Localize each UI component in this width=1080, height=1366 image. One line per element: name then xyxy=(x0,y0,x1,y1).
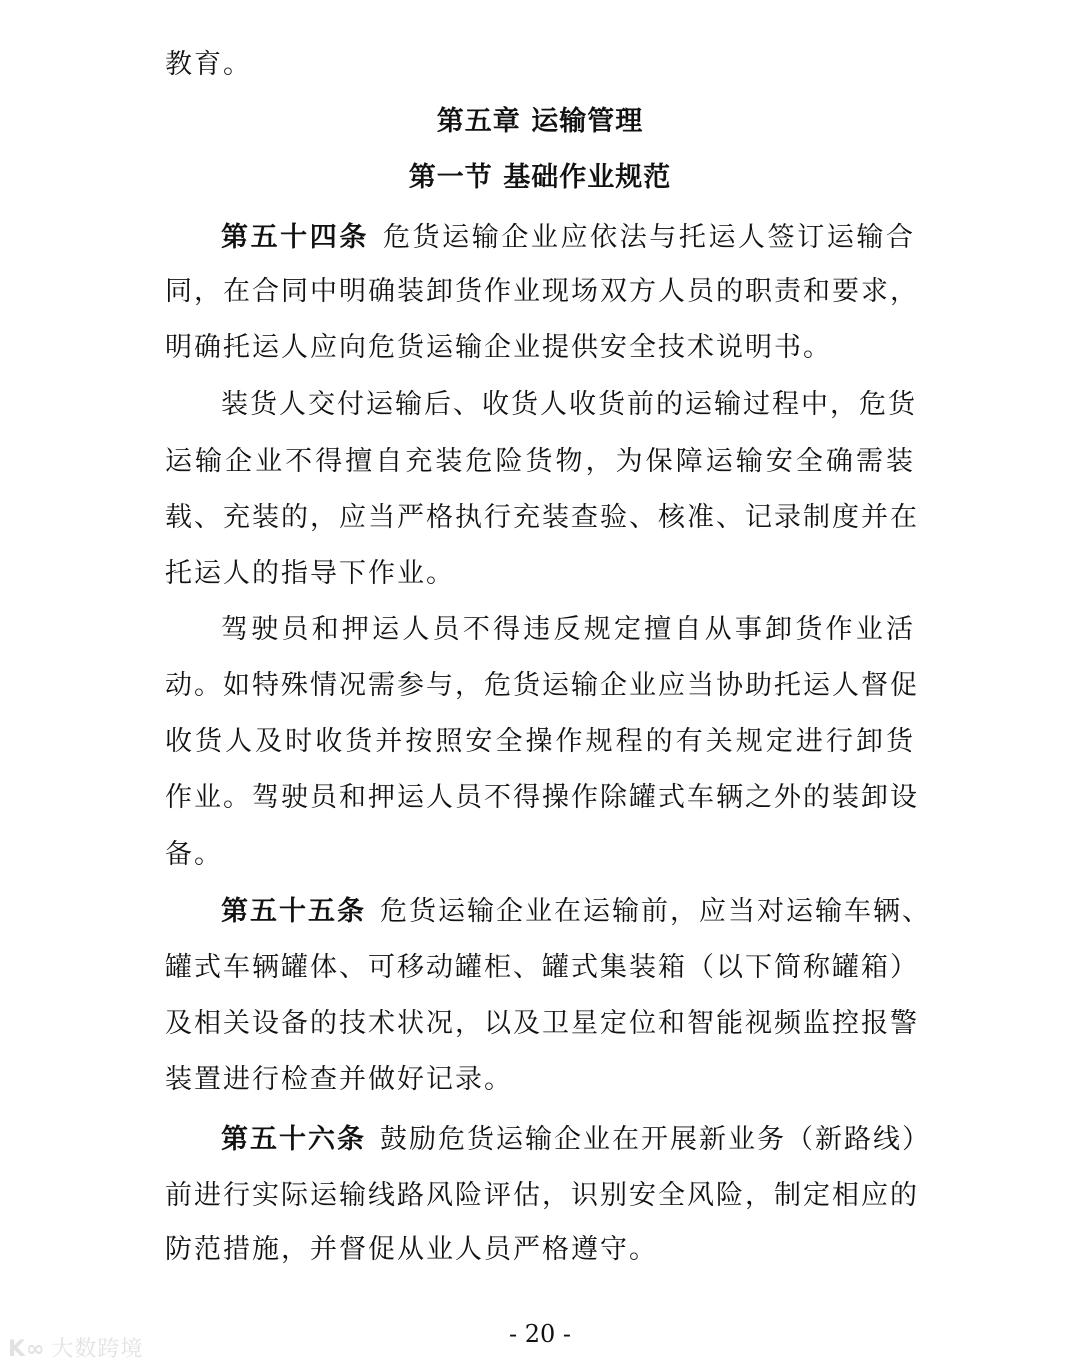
text-line: 防范措施，并督促从业人员严格遵守。 xyxy=(165,1234,658,1265)
watermark xyxy=(8,1332,143,1363)
text-line: 动。如特殊情况需参与，危货运输企业应当协助托运人督促 xyxy=(165,670,919,701)
section-title: 第一节 基础作业规范 xyxy=(408,162,672,193)
text-line: 同，在合同中明确装卸货作业现场双方人员的职责和要求， xyxy=(165,276,919,307)
article-55-line xyxy=(165,894,931,930)
text-line: 驾驶员和押运人员不得违反规定擅自从事卸货作业活 xyxy=(221,614,915,645)
text-line: 收货人及时收货并按照安全操作规程的有关规定进行卸货 xyxy=(165,726,915,757)
text: 危货运输企业在运输前，应当对运输车辆、 xyxy=(380,896,931,927)
text-line: 教育。 xyxy=(165,49,252,80)
text: 鼓励危货运输企业在开展新业务（新路线） xyxy=(380,1124,931,1155)
article-number: 第五十六条 xyxy=(221,1124,366,1155)
text-line: 载、充装的，应当严格执行充装查验、核准、记录制度并在 xyxy=(165,502,919,533)
text-line: 作业。驾驶员和押运人员不得操作除罐式车辆之外的装卸设 xyxy=(165,782,919,813)
text-line: 前进行实际运输线路风险评估，识别安全风险，制定相应的 xyxy=(165,1180,919,1211)
text-line: 明确托运人应向危货运输企业提供安全技术说明书。 xyxy=(165,332,832,363)
article-56-line xyxy=(165,1122,931,1158)
chapter-title: 第五章 运输管理 xyxy=(436,106,644,137)
article-number: 第五十四条 xyxy=(221,222,369,253)
text-line: 备。 xyxy=(165,839,223,870)
text-line: 及相关设备的技术状况，以及卫星定位和智能视频监控报警 xyxy=(165,1008,919,1039)
text-line: 运输企业不得擅自充装危险货物，为保障运输安全确需装 xyxy=(165,446,915,477)
watermark-text: 大数跨境 xyxy=(51,1337,144,1362)
watermark-logo-icon: K∞ xyxy=(8,1337,46,1362)
text-line: 装货人交付运输后、收货人收货前的运输过程中，危货 xyxy=(221,389,917,420)
text-line: 罐式车辆罐体、可移动罐柜、罐式集装箱（以下简称罐箱） xyxy=(165,952,919,983)
article-54-line xyxy=(165,220,915,256)
text-line: 托运人的指导下作业。 xyxy=(165,558,455,589)
article-number: 第五十五条 xyxy=(221,896,366,927)
text-line: 装置进行检查并做好记录。 xyxy=(165,1064,513,1095)
text: 危货运输企业应依法与托运人签订运输合 xyxy=(382,222,916,253)
page-number: - 20 - xyxy=(508,1320,571,1348)
